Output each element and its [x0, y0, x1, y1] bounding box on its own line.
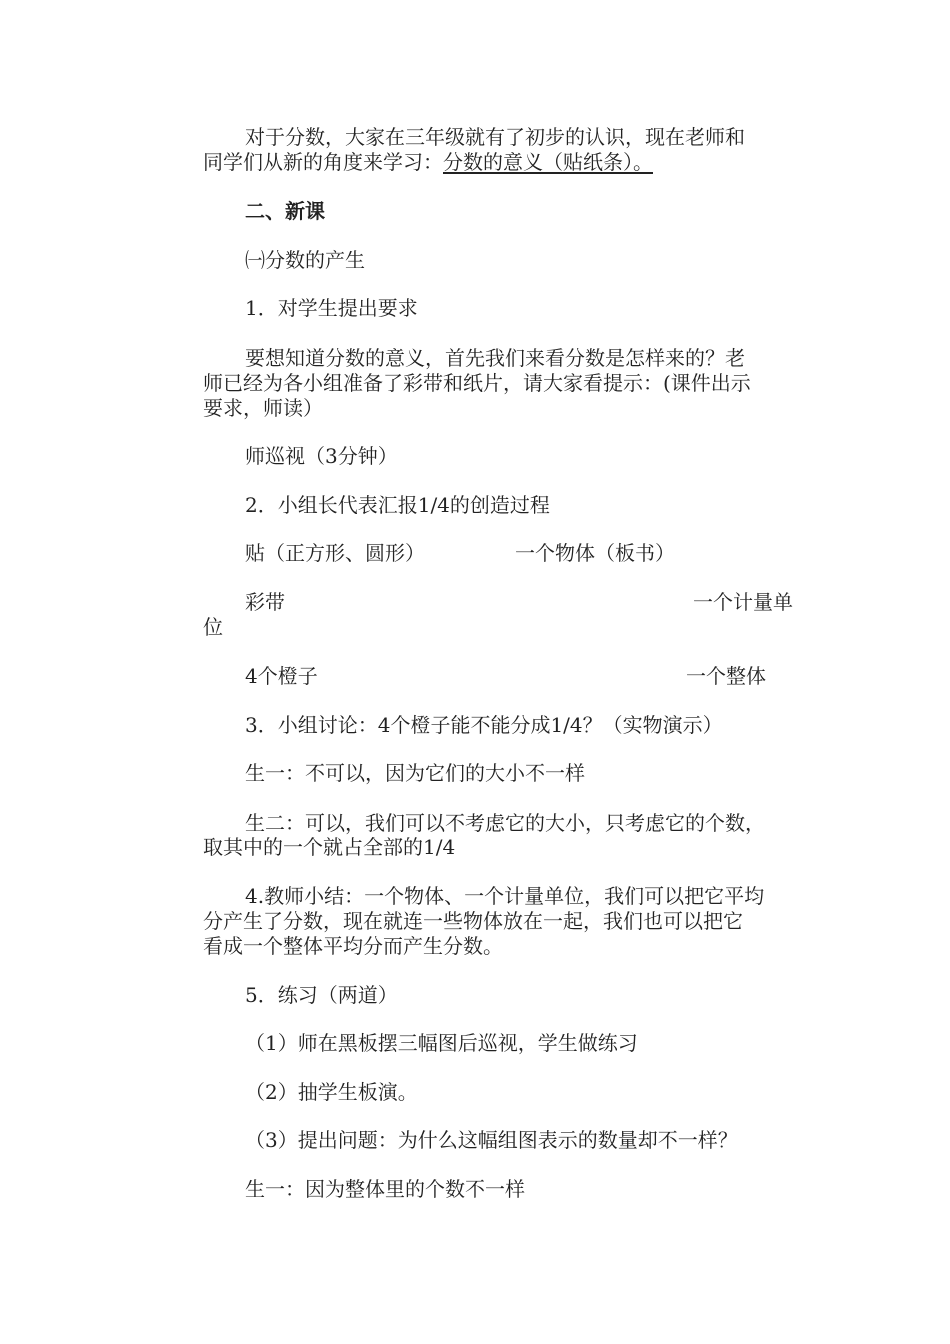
row-2-wrap: 位: [203, 615, 223, 639]
item-4-line-1: 4.教师小结：一个物体、一个计量单位，我们可以把它平均: [245, 884, 765, 908]
item-3: 3．小组讨论：4个橙子能不能分成1/4？（实物演示）: [245, 713, 723, 737]
item-4-line-3: 看成一个整体平均分而产生分数。: [203, 934, 503, 958]
exercise-1: （1）师在黑板摆三幅图后巡视，学生做练习: [245, 1031, 638, 1055]
row-3-left: 4个橙子: [245, 664, 318, 688]
intro-topic-underlined: 分数的意义（贴纸条）。: [443, 150, 653, 174]
row-1-left: 贴（正方形、圆形）: [245, 541, 425, 565]
row-2-right: 一个计量单: [693, 590, 793, 614]
student-last: 生一：因为整体里的个数不一样: [245, 1177, 525, 1201]
section-heading: 二、新课: [245, 199, 325, 223]
student-2-line-1: 生二：可以，我们可以不考虑它的大小，只考虑它的个数，: [245, 811, 765, 835]
student-1: 生一：不可以，因为它们的大小不一样: [245, 761, 585, 785]
para-1-line-2: 师已经为各小组准备了彩带和纸片，请大家看提示：(课件出示: [203, 371, 751, 395]
item-4-line-2: 分产生了分数，现在就连一些物体放在一起，我们也可以把它: [203, 909, 743, 933]
row-3-right: 一个整体: [686, 664, 766, 688]
intro-line-2: [203, 150, 653, 174]
item-1: 1．对学生提出要求: [245, 296, 418, 320]
intro-line-1: 对于分数，大家在三年级就有了初步的认识，现在老师和: [245, 125, 745, 149]
row-1-right: 一个物体（板书）: [515, 541, 675, 565]
para-1-line-1: 要想知道分数的意义，首先我们来看分数是怎样来的？老: [245, 346, 745, 370]
intro-line-2-text: 同学们从新的角度来学习：: [203, 150, 443, 174]
student-2-line-2: 取其中的一个就占全部的1/4: [203, 835, 456, 859]
exercise-3: （3）提出问题：为什么这幅组图表示的数量却不一样？: [245, 1128, 738, 1152]
exercise-2: （2）抽学生板演。: [245, 1080, 418, 1104]
row-2-left: 彩带: [245, 590, 285, 614]
item-5: 5．练习（两道）: [245, 983, 398, 1007]
item-2: 2．小组长代表汇报1/4的创造过程: [245, 493, 550, 517]
para-1-line-3: 要求，师读）: [203, 396, 323, 420]
teacher-patrol: 师巡视（3分钟）: [245, 444, 398, 468]
subsection-heading: ㈠分数的产生: [245, 248, 365, 272]
